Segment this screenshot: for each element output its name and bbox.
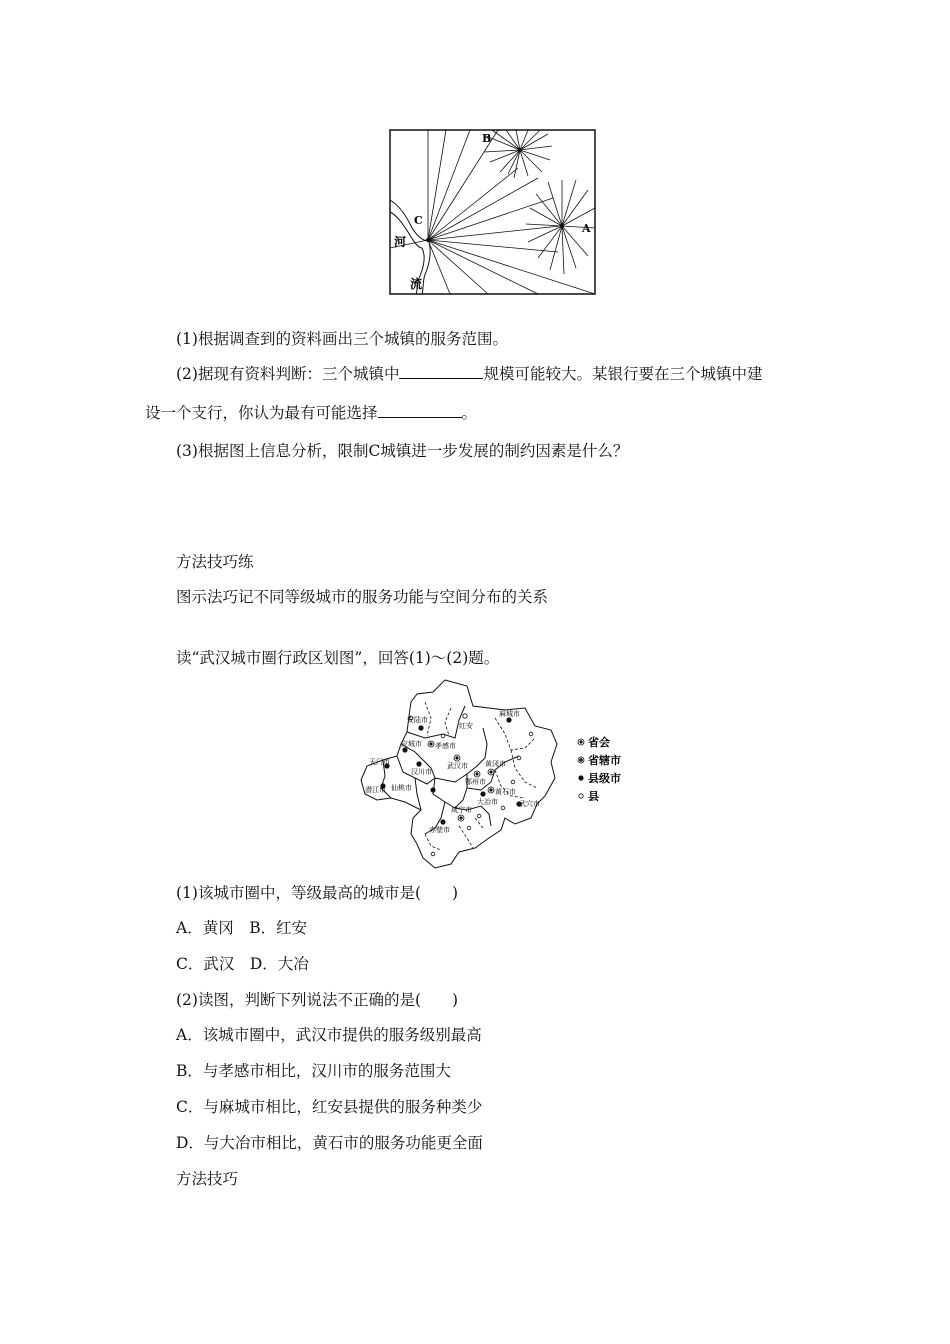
question-2-part-c: 设一个支行，你认为最有可能选择 bbox=[145, 404, 378, 422]
service-range-diagram bbox=[388, 128, 598, 298]
city-label-yingcheng: 应城市 bbox=[401, 740, 422, 748]
wuhan-city-circle-map bbox=[355, 678, 635, 870]
city-label-tianmen: 天门市 bbox=[369, 758, 390, 766]
mc-question-2-option-a: A．该城市圈中，武汉市提供的服务级别最高 bbox=[176, 1026, 482, 1044]
town-b-label: B bbox=[482, 132, 492, 145]
question-2-part-b: 规模可能较大。某银行要在三个城镇中建 bbox=[483, 365, 763, 383]
footer-label: 方法技巧 bbox=[176, 1170, 239, 1188]
answer-blank-1[interactable] bbox=[399, 364, 483, 379]
mc-question-2-option-c: C．与麻城市相比，红安县提供的服务种类少 bbox=[176, 1098, 483, 1116]
river-label-1: 河 bbox=[394, 235, 407, 249]
question-3-text: (3)根据图上信息分析，限制C城镇进一步发展的制约因素是什么？ bbox=[176, 442, 629, 460]
region-outline bbox=[361, 680, 557, 868]
city-label-wuhan: 武汉市 bbox=[447, 762, 468, 770]
city-label-huangshi: 黄石市 bbox=[495, 788, 516, 796]
question-2-continuation bbox=[145, 403, 477, 423]
question-2-part-d: 。 bbox=[461, 404, 478, 422]
section-subheading: 图示法巧记不同等级城市的服务功能与空间分布的关系 bbox=[176, 588, 549, 606]
city-label-xiantao: 仙桃市 bbox=[391, 784, 412, 792]
river-label-2: 流 bbox=[410, 277, 423, 291]
mc-question-2-option-b: B．与孝感市相比，汉川市的服务范围大 bbox=[176, 1062, 451, 1080]
city-label-hongan: 红安 bbox=[459, 722, 473, 730]
legend-county: 县 bbox=[588, 790, 599, 803]
city-label-hanchuan: 汉川市 bbox=[411, 768, 432, 776]
city-label-xiaogan: 孝感市 bbox=[435, 742, 456, 750]
town-a-label: A bbox=[582, 222, 591, 235]
legend-county-city: 县级市 bbox=[588, 772, 621, 785]
section-intro: 读“武汉城市圈行政区划图”，回答(1)～(2)题。 bbox=[176, 649, 500, 667]
city-label-daye: 大冶市 bbox=[477, 798, 498, 806]
city-label-anlu: 安陆市 bbox=[407, 716, 428, 724]
city-label-chibi: 赤壁市 bbox=[429, 826, 450, 834]
mc-question-1-options-cd: C．武汉 D．大冶 bbox=[176, 955, 309, 973]
legend-capital: 省会 bbox=[588, 736, 610, 749]
map-legend bbox=[578, 739, 584, 798]
mc-question-2-option-d: D．与大冶市相比，黄石市的服务功能更全面 bbox=[176, 1134, 483, 1152]
answer-blank-2[interactable] bbox=[378, 403, 462, 418]
question-2-part-a: (2)据现有资料判断：三个城镇中 bbox=[176, 365, 400, 383]
city-label-ezhou: 鄂州市 bbox=[465, 778, 486, 786]
mc-question-1-options-ab: A．黄冈 B．红安 bbox=[176, 919, 308, 937]
mc-question-1-stem: (1)该城市圈中，等级最高的城市是( ) bbox=[176, 884, 459, 902]
city-label-macheng: 麻城市 bbox=[499, 710, 520, 718]
town-c-label: C bbox=[414, 214, 423, 227]
mc-question-2-stem: (2)读图，判断下列说法不正确的是( ) bbox=[176, 991, 459, 1009]
legend-prefecture: 省辖市 bbox=[588, 754, 621, 767]
city-label-wuxue: 武穴市 bbox=[519, 800, 540, 808]
section-heading: 方法技巧练 bbox=[176, 553, 254, 571]
city-label-huanggang: 黄冈市 bbox=[485, 760, 506, 768]
city-label-xianning: 咸宁市 bbox=[451, 806, 472, 814]
question-1-text: (1)根据调查到的资料画出三个城镇的服务范围。 bbox=[176, 330, 508, 348]
question-2-text bbox=[176, 364, 762, 384]
city-label-qianjiang: 潜江市 bbox=[365, 786, 386, 794]
